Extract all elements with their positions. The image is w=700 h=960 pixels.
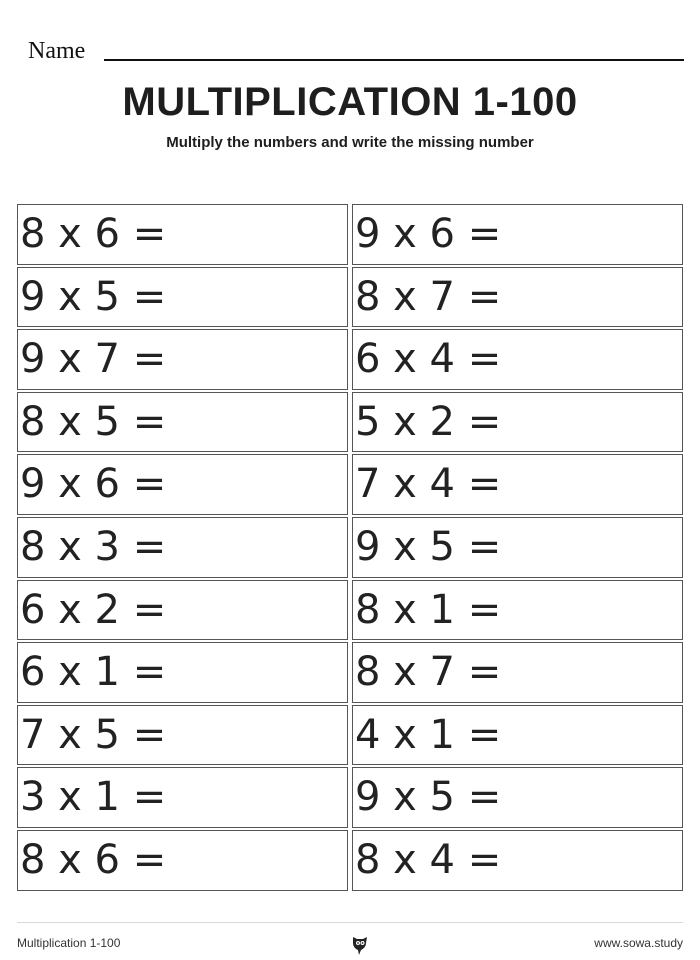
problem-cell[interactable] [352,329,683,390]
problem-text: 6 x 1 = [20,649,167,696]
problem-text: 9 x 6 = [355,211,502,257]
problem-text: 8 x 7 = [355,273,502,320]
problem-text: 4 x 1 = [355,711,502,758]
problem-text: 9 x 5 = [355,523,502,570]
problem-text: 9 x 5 = [355,774,502,821]
footer-website-text[interactable]: www.sowa.study [594,936,683,950]
problem-cell[interactable] [17,204,348,265]
owl-logo-icon [350,934,370,956]
problem-cell[interactable] [352,705,683,766]
name-line[interactable] [104,59,684,61]
problem-cell[interactable] [17,767,348,828]
problem-text: 5 x 2 = [355,398,502,445]
problem-text: 9 x 6 = [20,461,167,508]
problem-text: 6 x 4 = [355,336,502,383]
page-subtitle: Multiply the numbers and write the missing number [166,134,534,151]
problem-cell[interactable] [352,642,683,703]
problem-text: 8 x 7 = [355,649,502,696]
name-row [28,36,684,66]
problem-cell[interactable] [17,705,348,766]
problem-text: 7 x 5 = [20,711,167,758]
problem-text: 8 x 1 = [355,586,502,633]
footer-divider [17,922,683,923]
problem-cell[interactable] [352,204,683,265]
problem-text: 3 x 1 = [20,774,167,821]
problem-text: 7 x 4 = [355,461,502,508]
problem-text: 8 x 4 = [355,836,502,883]
footer-left-text: Multiplication 1-100 [17,936,121,950]
problem-cell[interactable] [352,580,683,641]
problem-cell[interactable] [17,580,348,641]
problem-cell[interactable] [17,642,348,703]
problem-cell[interactable] [352,267,683,328]
problem-cell[interactable] [17,267,348,328]
problem-grid [17,204,683,891]
problem-cell[interactable] [352,767,683,828]
problem-text: 8 x 6 = [20,211,167,257]
problem-cell[interactable] [17,830,348,891]
problem-text: 8 x 6 = [20,836,167,883]
problem-text: 9 x 7 = [20,336,167,383]
problem-text: 9 x 5 = [20,273,167,320]
problem-cell[interactable] [17,392,348,453]
problem-cell[interactable] [352,517,683,578]
problem-cell[interactable] [352,454,683,515]
problem-cell[interactable] [352,830,683,891]
problem-text: 8 x 3 = [20,523,167,570]
name-label: Name [28,38,86,64]
page-title: MULTIPLICATION 1-100 [122,80,578,124]
problem-text: 8 x 5 = [20,398,167,445]
problem-cell[interactable] [17,454,348,515]
problem-text: 6 x 2 = [20,586,167,633]
problem-cell[interactable] [352,392,683,453]
problem-cell[interactable] [17,329,348,390]
problem-cell[interactable] [17,517,348,578]
